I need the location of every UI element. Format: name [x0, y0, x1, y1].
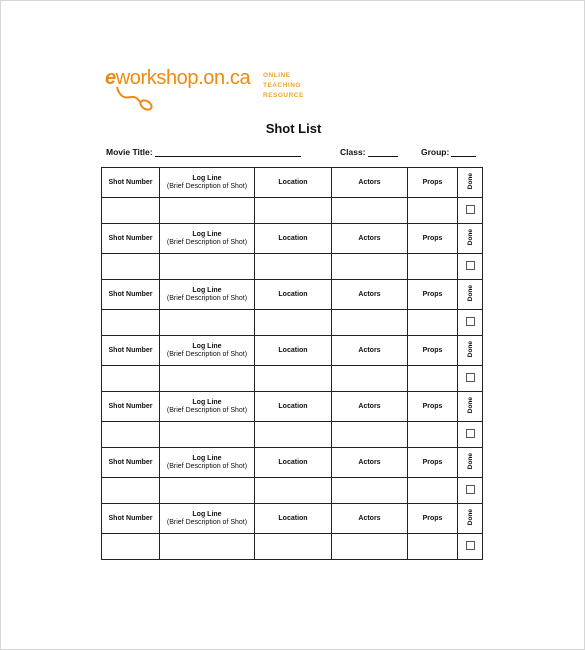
eworkshop-logo [105, 63, 315, 113]
done-header [458, 448, 483, 478]
shot-number-header: Shot Number [102, 504, 160, 534]
shot-header-row [102, 280, 483, 310]
log-line-subtitle: (Brief Description of Shot) [166, 518, 248, 526]
shot-entry-row [102, 310, 483, 336]
log-line-header [160, 392, 255, 422]
log-line-cell[interactable] [160, 366, 255, 392]
actors-cell[interactable] [332, 422, 408, 448]
shot-number-header: Shot Number [102, 448, 160, 478]
done-cell [458, 534, 483, 560]
shot-number-cell[interactable] [102, 198, 160, 224]
props-cell[interactable] [408, 254, 458, 280]
actors-cell[interactable] [332, 310, 408, 336]
log-line-subtitle: (Brief Description of Shot) [166, 238, 248, 246]
props-header: Props [408, 336, 458, 366]
location-header: Location [255, 224, 332, 254]
log-line-header [160, 448, 255, 478]
done-cell [458, 478, 483, 504]
shot-number-cell[interactable] [102, 366, 160, 392]
shot-number-cell[interactable] [102, 478, 160, 504]
log-line-subtitle: (Brief Description of Shot) [166, 406, 248, 414]
done-label: Done [466, 285, 474, 302]
done-cell [458, 310, 483, 336]
location-header: Location [255, 448, 332, 478]
location-cell[interactable] [255, 478, 332, 504]
log-line-title: Log Line [192, 454, 222, 462]
done-label: Done [466, 173, 474, 190]
props-cell[interactable] [408, 534, 458, 560]
movie-title-label: Movie Title: [106, 147, 153, 157]
log-line-cell[interactable] [160, 254, 255, 280]
group-label: Group: [421, 147, 450, 157]
shot-number-cell[interactable] [102, 534, 160, 560]
location-header: Location [255, 504, 332, 534]
log-line-cell[interactable] [160, 198, 255, 224]
class-field[interactable] [340, 147, 398, 157]
movie-title-blank[interactable] [155, 147, 301, 157]
actors-header: Actors [332, 336, 408, 366]
done-label: Done [466, 341, 474, 358]
class-label: Class: [340, 147, 366, 157]
log-line-title: Log Line [192, 230, 222, 238]
props-cell[interactable] [408, 198, 458, 224]
log-line-cell[interactable] [160, 478, 255, 504]
log-line-title: Log Line [192, 174, 222, 182]
shot-list-table [101, 167, 483, 560]
done-header [458, 392, 483, 422]
done-header [458, 168, 483, 198]
actors-header: Actors [332, 448, 408, 478]
location-header: Location [255, 336, 332, 366]
log-line-cell[interactable] [160, 422, 255, 448]
shot-header-row [102, 168, 483, 198]
shot-entry-row [102, 534, 483, 560]
log-line-title: Log Line [192, 286, 222, 294]
actors-header: Actors [332, 224, 408, 254]
location-cell[interactable] [255, 310, 332, 336]
shot-entry-row [102, 422, 483, 448]
actors-cell[interactable] [332, 478, 408, 504]
location-cell[interactable] [255, 422, 332, 448]
props-cell[interactable] [408, 422, 458, 448]
logo-name: workshop.on.ca [115, 67, 251, 89]
log-line-header [160, 168, 255, 198]
shot-header-row [102, 336, 483, 366]
location-cell[interactable] [255, 534, 332, 560]
props-header: Props [408, 280, 458, 310]
done-cell [458, 422, 483, 448]
actors-header: Actors [332, 168, 408, 198]
log-line-header [160, 504, 255, 534]
shot-number-header: Shot Number [102, 392, 160, 422]
location-header: Location [255, 168, 332, 198]
actors-header: Actors [332, 280, 408, 310]
shot-entry-row [102, 254, 483, 280]
props-header: Props [408, 392, 458, 422]
props-header: Props [408, 168, 458, 198]
done-header [458, 504, 483, 534]
group-blank[interactable] [451, 147, 476, 157]
actors-header: Actors [332, 504, 408, 534]
location-header: Location [255, 392, 332, 422]
tagline-line-1: ONLINE [263, 72, 291, 79]
shot-number-header: Shot Number [102, 224, 160, 254]
done-checkbox[interactable] [466, 429, 475, 438]
log-line-subtitle: (Brief Description of Shot) [166, 182, 248, 190]
location-cell[interactable] [255, 198, 332, 224]
shot-header-row [102, 224, 483, 254]
props-cell[interactable] [408, 366, 458, 392]
done-cell [458, 366, 483, 392]
page-title: Shot List [265, 121, 322, 136]
actors-cell[interactable] [332, 366, 408, 392]
log-line-header [160, 224, 255, 254]
logo-e: e [105, 67, 116, 89]
tagline-line-2: TEACHING [263, 82, 301, 89]
shot-number-cell[interactable] [102, 422, 160, 448]
shot-entry-row [102, 366, 483, 392]
log-line-title: Log Line [192, 342, 222, 350]
shot-number-cell[interactable] [102, 310, 160, 336]
log-line-title: Log Line [192, 510, 222, 518]
props-header: Props [408, 504, 458, 534]
done-checkbox[interactable] [466, 261, 475, 270]
shot-entry-row [102, 198, 483, 224]
actors-cell[interactable] [332, 198, 408, 224]
done-cell [458, 254, 483, 280]
computer-mouse-icon [113, 85, 153, 111]
location-cell[interactable] [255, 366, 332, 392]
log-line-cell[interactable] [160, 310, 255, 336]
logo-tagline [263, 71, 304, 101]
done-checkbox[interactable] [466, 317, 475, 326]
done-checkbox[interactable] [466, 485, 475, 494]
log-line-header [160, 336, 255, 366]
shot-entry-row [102, 478, 483, 504]
done-checkbox[interactable] [466, 205, 475, 214]
actors-cell[interactable] [332, 254, 408, 280]
done-label: Done [466, 509, 474, 526]
shot-header-row [102, 448, 483, 478]
actors-cell[interactable] [332, 534, 408, 560]
tagline-line-3: RESOURCE [263, 92, 304, 99]
shot-number-cell[interactable] [102, 254, 160, 280]
shot-header-row [102, 392, 483, 422]
shot-number-header: Shot Number [102, 168, 160, 198]
log-line-subtitle: (Brief Description of Shot) [166, 294, 248, 302]
props-cell[interactable] [408, 478, 458, 504]
props-cell[interactable] [408, 310, 458, 336]
done-checkbox[interactable] [466, 541, 475, 550]
class-blank[interactable] [368, 147, 398, 157]
group-field[interactable] [421, 147, 476, 157]
done-header [458, 280, 483, 310]
movie-title-field[interactable] [106, 147, 301, 157]
log-line-cell[interactable] [160, 534, 255, 560]
shot-number-header: Shot Number [102, 280, 160, 310]
done-header [458, 336, 483, 366]
log-line-subtitle: (Brief Description of Shot) [166, 350, 248, 358]
props-header: Props [408, 448, 458, 478]
shot-header-row [102, 504, 483, 534]
actors-header: Actors [332, 392, 408, 422]
location-cell[interactable] [255, 254, 332, 280]
props-header: Props [408, 224, 458, 254]
log-line-subtitle: (Brief Description of Shot) [166, 462, 248, 470]
done-label: Done [466, 229, 474, 246]
shot-number-header: Shot Number [102, 336, 160, 366]
log-line-title: Log Line [192, 398, 222, 406]
done-checkbox[interactable] [466, 373, 475, 382]
location-header: Location [255, 280, 332, 310]
done-label: Done [466, 453, 474, 470]
done-cell [458, 198, 483, 224]
done-label: Done [466, 397, 474, 414]
done-header [458, 224, 483, 254]
log-line-header [160, 280, 255, 310]
